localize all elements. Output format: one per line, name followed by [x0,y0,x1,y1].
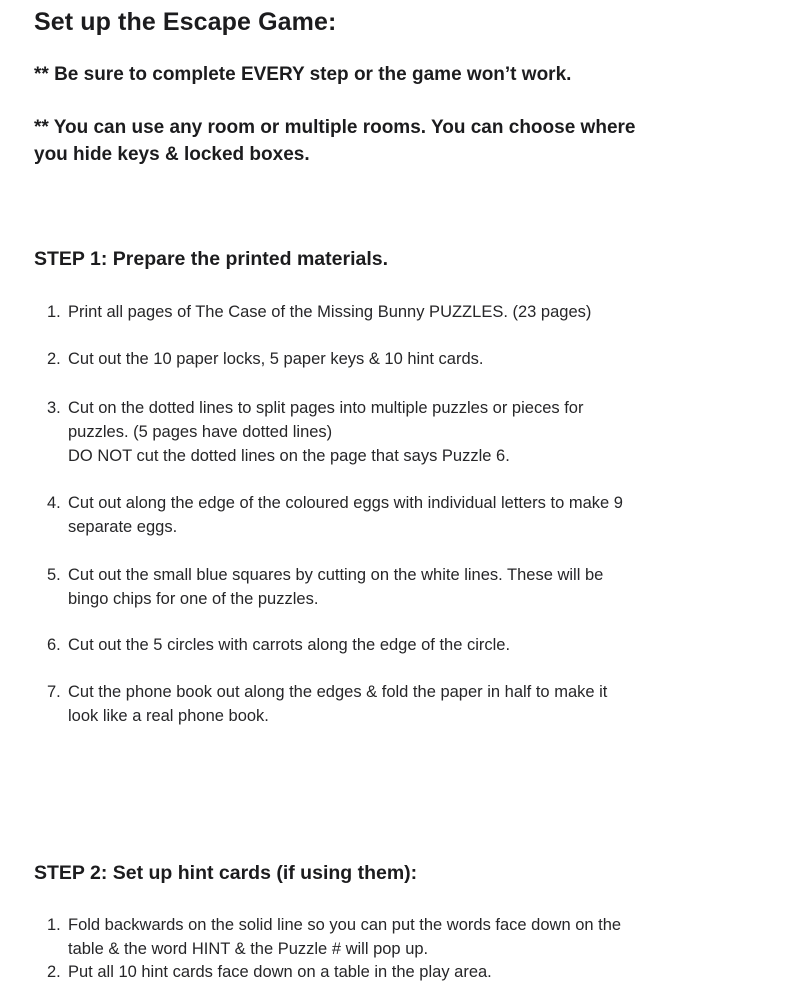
step2-heading: STEP 2: Set up hint cards (if using them): [34,862,418,884]
item-text: puzzles. (5 pages have dotted lines) [68,423,333,441]
item-number: 7. [47,683,61,701]
item-number: 2. [47,963,61,981]
page-title: Set up the Escape Game: [34,8,337,36]
item-number: 2. [47,350,61,368]
item-text: Cut on the dotted lines to split pages into multiple puzzles or pieces for [68,399,584,417]
note-line: ** Be sure to complete EVERY step or the game won’t work. [34,64,572,85]
step2-item-1 [47,913,747,961]
item-number: 1. [47,916,61,934]
item-text: bingo chips for one of the puzzles. [68,590,319,608]
note-room-choice [34,114,754,168]
item-text: Cut out the small blue squares by cutting on the white lines. These will be [68,566,604,584]
item-text: Cut out along the edge of the coloured eggs with individual letters to make 9 [68,494,623,512]
step1-item-1 [47,300,747,324]
item-text: Fold backwards on the solid line so you can put the words face down on the [68,916,622,934]
note-line: you hide keys & locked boxes. [34,144,310,165]
step1-item-2 [47,347,747,371]
item-number: 1. [47,303,61,321]
item-text: DO NOT cut the dotted lines on the page that says Puzzle 6. [68,447,510,465]
item-text: Put all 10 hint cards face down on a table in the play area. [68,963,492,981]
item-text: table & the word HINT & the Puzzle # will pop up. [68,940,429,958]
step1-heading: STEP 1: Prepare the printed materials. [34,248,389,270]
item-text: Print all pages of The Case of the Missing Bunny PUZZLES. (23 pages) [68,303,592,321]
step1-item-5 [47,563,747,611]
step1-item-6 [47,633,747,657]
item-text: Cut the phone book out along the edges & fold the paper in half to make it [68,683,608,701]
step1-item-7 [47,680,747,728]
item-number: 4. [47,494,61,512]
item-text: separate eggs. [68,518,178,536]
note-line: ** You can use any room or multiple rooms. You can choose where [34,117,636,138]
item-text: Cut out the 5 circles with carrots along the edge of the circle. [68,636,511,654]
item-number: 3. [47,399,61,417]
item-text: look like a real phone book. [68,707,269,725]
step2-item-2 [47,960,747,984]
step1-item-4 [47,491,747,539]
item-number: 6. [47,636,61,654]
note-complete-every-step [34,61,754,88]
item-text: Cut out the 10 paper locks, 5 paper keys & 10 hint cards. [68,350,484,368]
step1-item-3 [47,396,747,468]
item-number: 5. [47,566,61,584]
